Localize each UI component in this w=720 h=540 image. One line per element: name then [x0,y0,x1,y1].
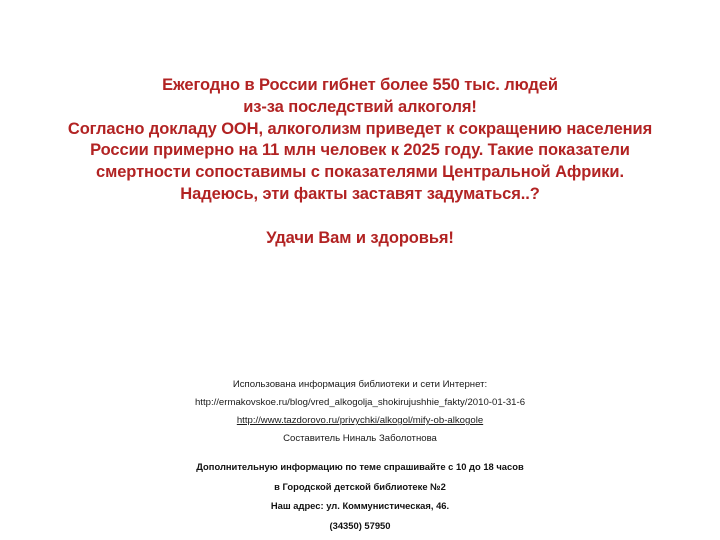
main-line-5: смертности сопоставимы с показателями Центральной Африки. [96,163,624,182]
main-line-3: Согласно докладу ООН, алкоголизм приведет к сокращению населения [67,119,653,138]
main-line-1: Ежегодно в России гибнет более 550 тыс. людей [162,76,558,94]
contact-address: Наш адрес: ул. Коммунистическая, 46. [270,500,450,511]
main-line-6: Надеюсь, эти факты заставят задуматься..? [180,184,540,203]
source-link-2[interactable]: http://www.tazdorovo.ru/privychki/alkogol/mify-ob-alkogole [236,415,484,426]
contact-library: в Городской детской библиотеке №2 [274,480,446,492]
main-line-4: России примерно на 11 млн человек к 2025 году. Такие показатели [90,141,630,160]
closing-wish: Удачи Вам и здоровья! [266,228,454,247]
contact-block [60,457,660,535]
main-line-2: из-за последствий алкоголя! [243,97,477,116]
sources-intro: Использована информация библиотеки и сети Интернет: [232,379,488,390]
contact-hours: Дополнительную информацию по теме спрашивайте с 10 до 18 часов [196,461,524,472]
sources-block [60,376,660,448]
spacer [20,206,700,228]
source-link-1[interactable]: http://ermakovskoe.ru/blog/vred_alkogolja_shokirujushhie_fakty/2010-01-31-6 [194,397,526,408]
author-credit: Составитель Ниналь Заболотнова [283,433,437,444]
contact-phone: (34350) 57950 [329,519,391,531]
main-message [20,75,700,249]
